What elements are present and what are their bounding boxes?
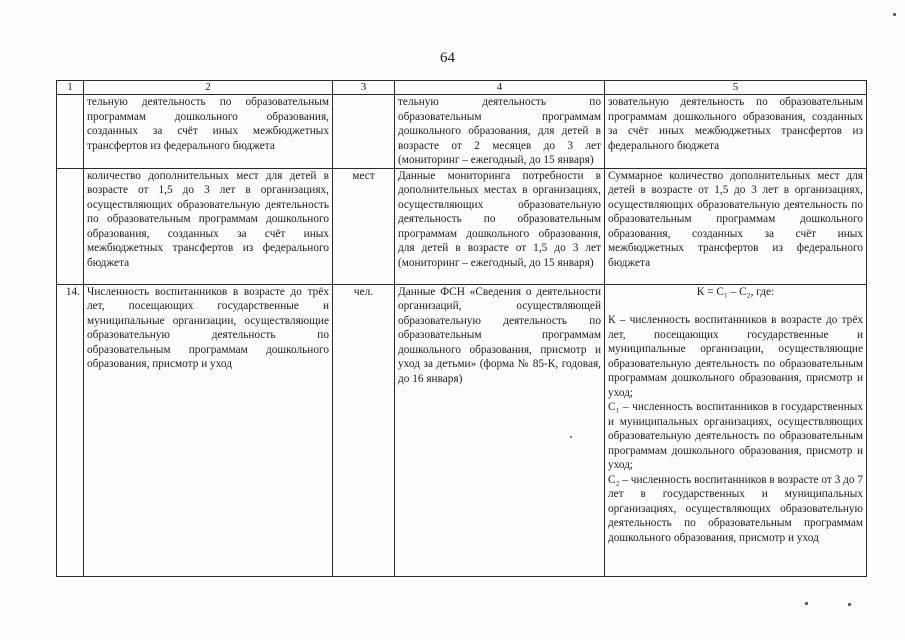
method-cell: Суммарное количество дополнительных мест для детей в возрасте от 1,5 до 3 лет в организациях, осуществляющих образовательную деятельность по образовательным программам дошкольного образования, созданных за счёт иных межбюджетных трансфертов из федерального бюджета <box>605 168 867 284</box>
formula: К = С₁ – С₂, где: <box>696 285 775 298</box>
scan-speck <box>893 13 896 16</box>
column-header-1: 1 <box>57 81 84 95</box>
indicator-cell: Численность воспитанников в возрасте до трёх лет, посещающих государственные и муниципальные организации, осуществляющие образовательную деятельность по образовательным программам дошкольного образования, присмотр и уход <box>84 284 333 576</box>
scan-speck <box>570 436 572 438</box>
unit-cell: чел. <box>333 284 395 576</box>
row-number <box>57 95 84 169</box>
column-header-3: 3 <box>333 81 395 95</box>
source-cell: Данные мониторинга потребности в дополнительных местах в организациях, осуществляющих образовательную деятельность по образовательным программам дошкольного образования, для детей в возрасте от 1,5 до 3 лет (мониторинг – ежегодный, до 15 января) <box>395 168 605 284</box>
table-row <box>57 95 867 169</box>
scan-speck <box>848 603 851 606</box>
method-paragraph: С₂ – численность воспитанников в возрасте от 3 до 7 лет в государственных и муниципальных организациях, осуществляющих образовательную деятельность по образовательным программам дошкольного образования, присмотр и уход <box>608 473 863 544</box>
indicator-table <box>56 80 867 577</box>
unit-cell <box>333 95 395 169</box>
table-row <box>57 284 867 576</box>
method-paragraph: К – численность воспитанников в возрасте до трёх лет, посещающих государственные и муниципальные организации, осуществляющие образовательную деятельность по образовательным программам дошкольного образования, присмотр и уход; <box>608 314 863 399</box>
source-cell: тельную деятельность по образовательным программам дошкольного образования, для детей в возрасте от 2 месяцев до 3 лет (мониторинг – ежегодный, до 15 января) <box>395 95 605 169</box>
row-number: 14. <box>57 284 84 576</box>
indicator-cell: количество дополнительных мест для детей в возрасте от 1,5 до 3 лет в организациях, осуществляющих образовательную деятельность по образовательным программам дошкольного образования, созданных за счёт иных межбюджетных трансфертов из федерального бюджета <box>84 168 333 284</box>
unit-cell: мест <box>333 168 395 284</box>
scan-speck <box>805 602 808 605</box>
method-cell <box>605 284 867 576</box>
table-header-row <box>57 81 867 95</box>
table-row <box>57 168 867 284</box>
page-number: 64 <box>440 50 455 66</box>
column-header-4: 4 <box>395 81 605 95</box>
method-paragraph: С₁ – численность воспитанников в государственных и муниципальных организациях, осуществляющих образовательную деятельность по образовательным программам дошкольного образования, присмотр и уход; <box>608 401 863 471</box>
row-number <box>57 168 84 284</box>
column-header-5: 5 <box>605 81 867 95</box>
source-cell: Данные ФСН «Сведения о деятельности организаций, осуществляющей образовательную деятельность по образовательным программам дошкольного образования, присмотр и уход за детьми» (форма № 85-К, годовая, до 16 января) <box>395 284 605 576</box>
column-header-2: 2 <box>84 81 333 95</box>
indicator-cell: тельную деятельность по образовательным программам дошкольного образования, созданных за счёт иных межбюджетных трансфертов из федерального бюджета <box>84 95 333 169</box>
method-cell: зовательную деятельность по образовательным программам дошкольного образования, созданных за счёт иных межбюджетных трансфертов из федерального бюджета <box>605 95 867 169</box>
